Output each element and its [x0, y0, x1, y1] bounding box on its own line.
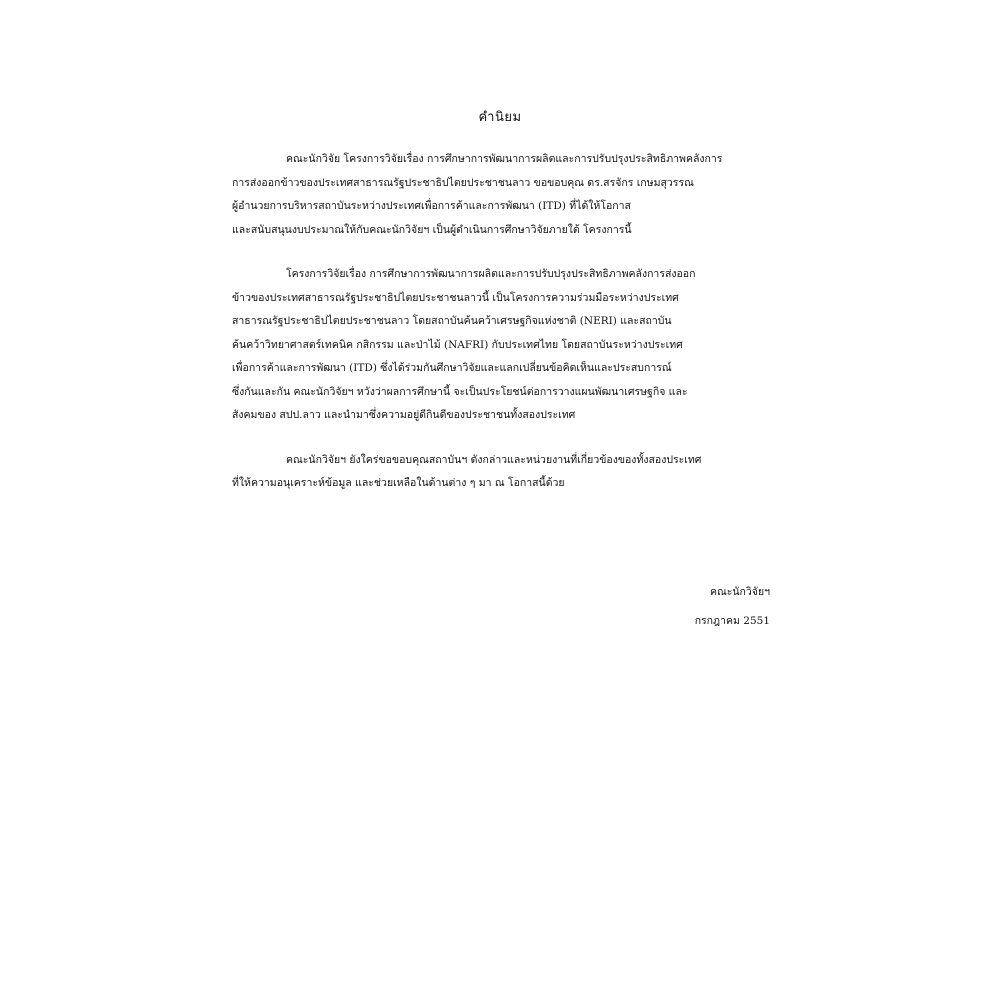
paragraph-line: ซึ่งกันและกัน คณะนักวิจัยฯ หวังว่าผลการศึกษานี้ จะเป็นประโยชน์ต่อการวางแผนพัฒนาเศรษฐกิจ และ	[232, 385, 688, 398]
document-body	[232, 148, 780, 496]
paragraph-2	[232, 263, 780, 428]
paragraph-line: ผู้อำนวยการบริหารสถาบันระหว่างประเทศเพื่อการค้าและการพัฒนา (ITD) ที่ได้ให้โอกาส	[232, 200, 631, 212]
paragraph-line: ค้นคว้าวิทยาศาสตร์เทคนิค กสิกรรม และป่าไม้ (NAFRI) กับประเทศไทย โดยสถาบันระหว่างประเทศ	[232, 338, 683, 351]
paragraph-line: คณะนักวิจัย โครงการวิจัยเรื่อง การศึกษาการพัฒนาการผลิตและการปรับปรุงประสิทธิภาพคลังการ	[286, 153, 723, 165]
paragraph-line: สังคมของ สปป.ลาว และนำมาซึ่งความอยู่ดีกินดีของประชาชนทั้งสองประเทศ	[232, 409, 576, 421]
paragraph-line: เพื่อการค้าและการพัฒนา (ITD) ซึ่งได้ร่วมกันศึกษาวิจัยและแลกเปลี่ยนข้อคิดเห็นและประสบการณ์	[232, 362, 672, 374]
paragraph-line: ที่ให้ความอนุเคราะห์ข้อมูล และช่วยเหลือในด้านต่าง ๆ มา ณ โอกาสนี้ด้วย	[232, 477, 565, 489]
paragraph-1	[232, 148, 780, 242]
paragraph-line: โครงการวิจัยเรื่อง การศึกษาการพัฒนาการผลิตและการปรับปรุงประสิทธิภาพคลังการส่งออก	[286, 268, 696, 280]
signature-block	[695, 578, 770, 636]
paragraph-line: ข้าวของประเทศสาธารณรัฐประชาธิปไตยประชาชนลาวนี้ เป็นโครงการความร่วมมือระหว่างประเทศ	[232, 291, 679, 304]
paragraph-line: สาธารณรัฐประชาธิปไตยประชาชนลาว โดยสถาบันค้นคว้าเศรษฐกิจแห่งชาติ (NERI) และสถาบัน	[232, 315, 672, 327]
paragraph-3	[232, 449, 780, 496]
paragraph-line: การส่งออกข้าวของประเทศสาธารณรัฐประชาธิปไตยประชาชนลาว ขอขอบคุณ ดร.สรจักร เกษมสุวรรณ	[232, 176, 694, 189]
signature-name: คณะนักวิจัยฯ	[709, 586, 770, 598]
paragraph-line: และสนับสนุนงบประมาณให้กับคณะนักวิจัยฯ เป็นผู้ดำเนินการศึกษาวิจัยภายใต้ โครงการนี้	[232, 223, 632, 236]
paragraph-line: คณะนักวิจัยฯ ยังใคร่ขอขอบคุณสถาบันฯ ดังกล่าวและหน่วยงานที่เกี่ยวข้องของทั้งสองประเทศ	[286, 453, 702, 466]
document-title: คำนิยม	[478, 110, 522, 125]
signature-date: กรกฎาคม 2551	[694, 615, 770, 627]
